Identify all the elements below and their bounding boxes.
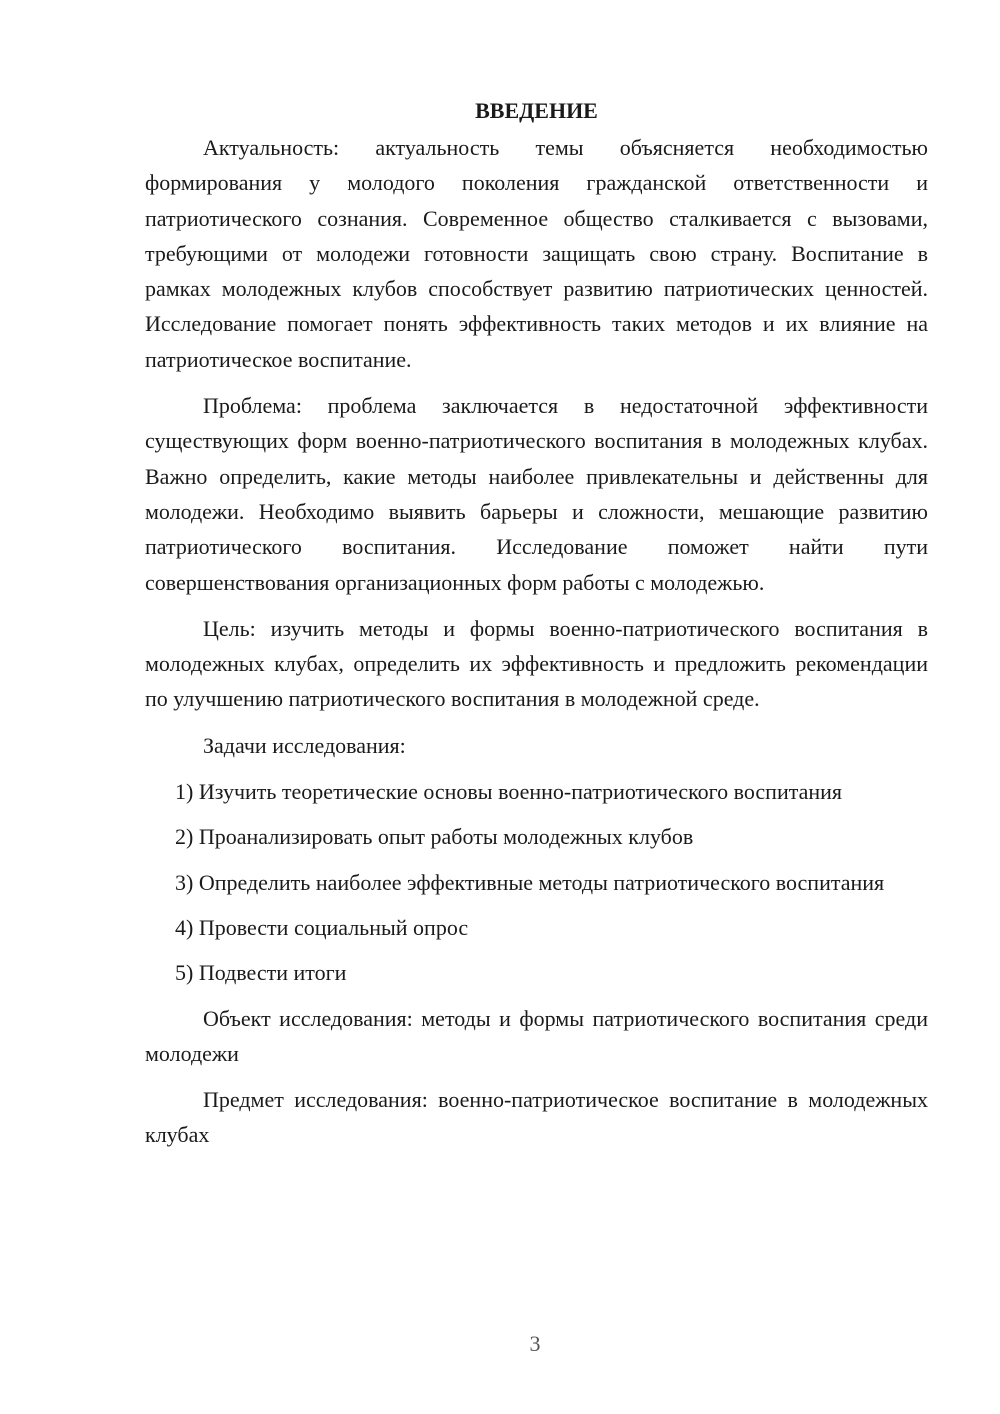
object-paragraph: Объект исследования: методы и формы патриотического воспитания среди молодежи (145, 1005, 928, 1066)
task-item: 2) Проанализировать опыт работы молодежных клубов (175, 824, 694, 850)
relevance-paragraph: Актуальность: актуальность темы объясняется необходимостью формирования у молодого поколения гражданской ответственности и патриотического сознания. Современное общество сталкивается с вызовами, требующими от молодежи готовности защищать свою страну. Воспитание в рамках молодежных клубов способствует развитию патриотических ценностей. Исследование помогает понять эффективность таких методов и их влияние на патриотическое воспитание. (145, 135, 928, 372)
task-item: 1) Изучить теоретические основы военно-патриотического воспитания (175, 779, 843, 805)
task-item: 3) Определить наиболее эффективные методы патриотического воспитания (175, 869, 885, 895)
task-item: 5) Подвести итоги (175, 960, 347, 986)
goal-paragraph: Цель: изучить методы и формы военно-патриотического воспитания в молодежных клубах, определить их эффективность и предложить рекомендации по улучшению патриотического воспитания в молодежной среде. (145, 615, 928, 712)
section-heading: ВВЕДЕНИЕ (475, 98, 598, 123)
document-page (145, 92, 928, 1164)
tasks-title: Задачи исследования: (203, 732, 406, 758)
page-number: 3 (529, 1331, 541, 1356)
task-item: 4) Провести социальный опрос (175, 914, 469, 940)
subject-paragraph: Предмет исследования: военно-патриотическое воспитание в молодежных клубах (145, 1087, 928, 1148)
problem-paragraph: Проблема: проблема заключается в недостаточной эффективности существующих форм военно-патриотического воспитания в молодежных клубах. Важно определить, какие методы наиболее привлекательны и действенны для молодежи. Необходимо выявить барьеры и сложности, мешающие развитию патриотического воспитания. Исследование поможет найти пути совершенствования организационных форм работы с молодежью. (145, 393, 928, 595)
